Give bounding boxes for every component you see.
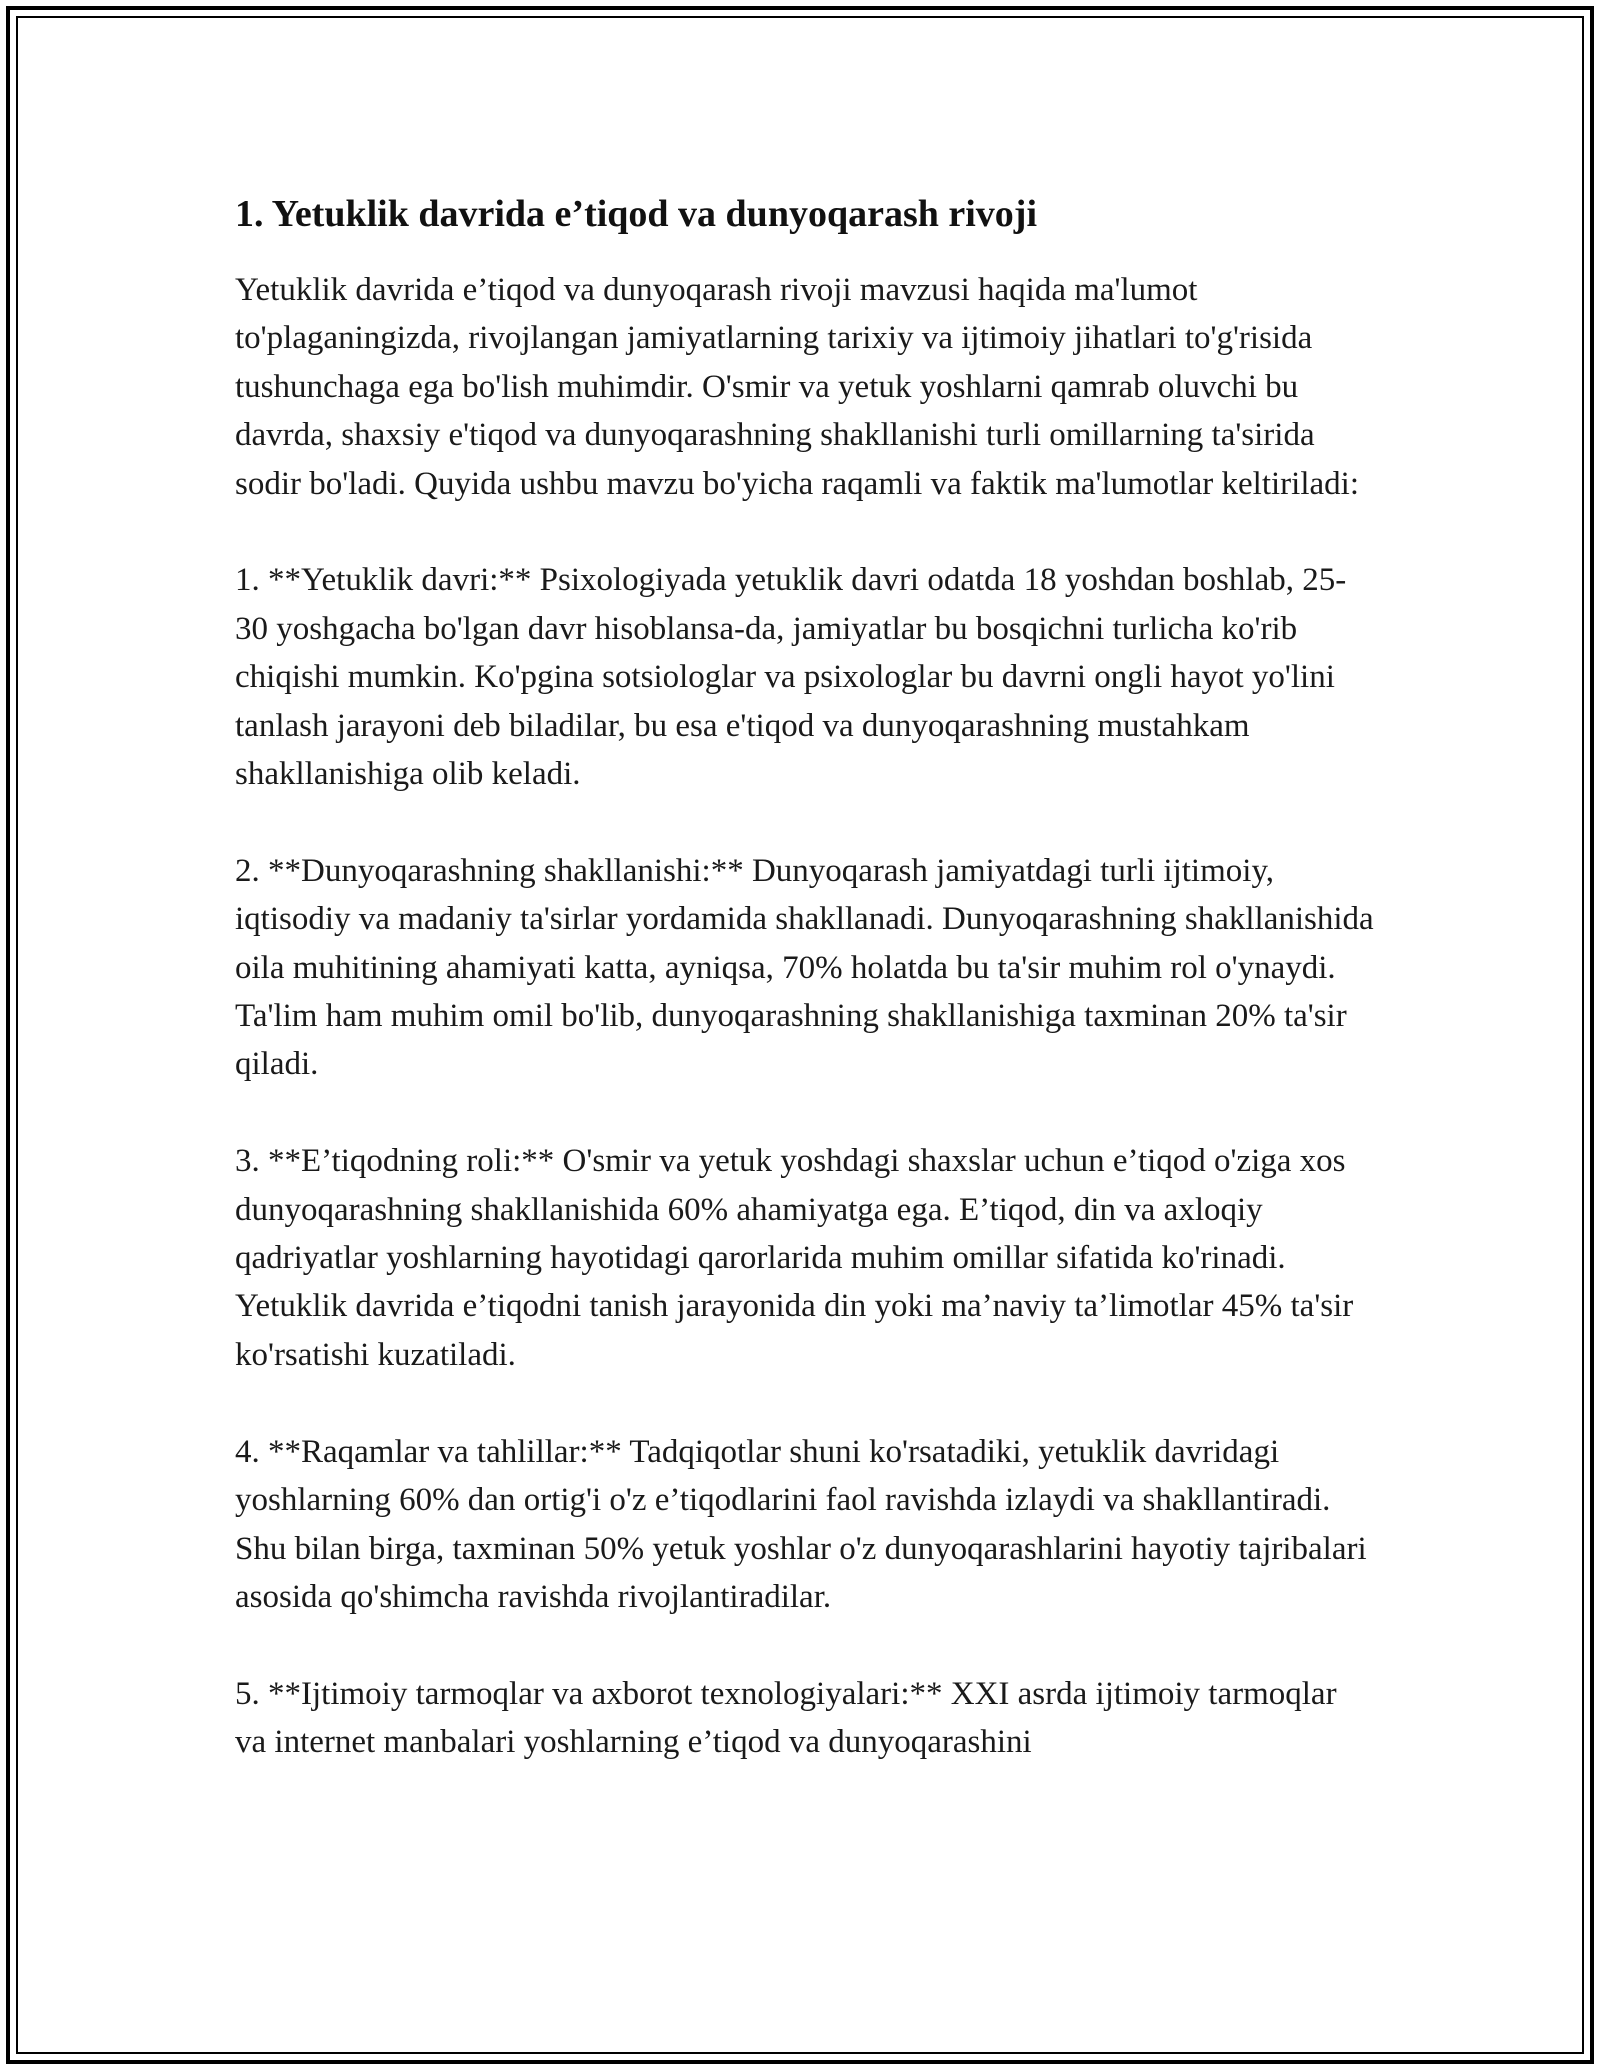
document-title: 1. Yetuklik davrida e’tiqod va dunyoqarash rivoji — [235, 193, 1038, 235]
intro-paragraph: Yetuklik davrida e’tiqod va dunyoqarash rivoji mavzusi haqida ma'lumot to'plaganingizda, rivojlangan jamiyatlarning tarixiy va ijtimoiy jihatlari to'g'risida tushunchaga ega bo'lish muhimdir. O'smir va yetuk yoshlarni qamrab oluvchi bu davrda, shaxsiy e'tiqod va dunyoqarashning shakllanishi turli omillarning ta'sirida sodir bo'ladi. Quyida ushbu mavzu bo'yicha raqamli va faktik ma'lumotlar keltiriladi: — [235, 272, 1359, 502]
paragraph-item-1: 1. **Yetuklik davri:** Psixologiyada yetuklik davri odatda 18 yoshdan boshlab, 25-30 yoshgacha bo'lgan davr hisoblansa-da, jamiyatlar bu bosqichni turlicha ko'rib chiqishi mumkin. Ko'pgina sotsiologlar va psixologlar bu davrni ongli hayot yo'lini tanlash jarayoni deb biladilar, bu esa e'tiqod va dunyoqarashning mustahkam shakllanishiga olib keladi. — [235, 562, 1347, 793]
paragraph-item-4: 4. **Raqamlar va tahlillar:** Tadqiqotlar shuni ko'rsatadiki, yetuklik davridagi yoshlarning 60% dan ortig'i o'z e’tiqodlarini faol ravishda izlaydi va shakllantiradi. Shu bilan birga, taxminan 50% yetuk yoshlar o'z dunyoqarashlarini hayotiy tajribalari asosida qo'shimcha ravishda rivojlantiradilar. — [235, 1433, 1367, 1615]
paragraph-item-5: 5. **Ijtimoiy tarmoqlar va axborot texnologiyalari:** XXI asrda ijtimoiy tarmoqlar va internet manbalari yoshlarning e’tiqod va dunyoqarashini — [235, 1675, 1337, 1761]
document-body — [235, 190, 1375, 1815]
paragraph-item-3: 3. **E’tiqodning roli:** O'smir va yetuk yoshdagi shaxslar uchun e’tiqod o'ziga xos dunyoqarashning shakllanishida 60% ahamiyatga ega. E’tiqod, din va axloqiy qadriyatlar yoshlarning hayotidagi qarorlarida muhim omillar sifatida ko'rinadi. Yetuklik davrida e’tiqodni tanish jarayonida din yoki ma’naviy ta’limotlar 45% ta'sir ko'rsatishi kuzatiladi. — [235, 1143, 1354, 1373]
paragraph-item-2: 2. **Dunyoqarashning shakllanishi:** Dunyoqarash jamiyatdagi turli ijtimoiy, iqtisodiy va madaniy ta'sirlar yordamida shakllanadi. Dunyoqarashning shakllanishida oila muhitining ahamiyati katta, ayniqsa, 70% holatda bu ta'sir muhim rol o'ynaydi. Ta'lim ham muhim omil bo'lib, dunyoqarashning shakllanishiga taxminan 20% ta'sir qiladi. — [235, 852, 1374, 1083]
